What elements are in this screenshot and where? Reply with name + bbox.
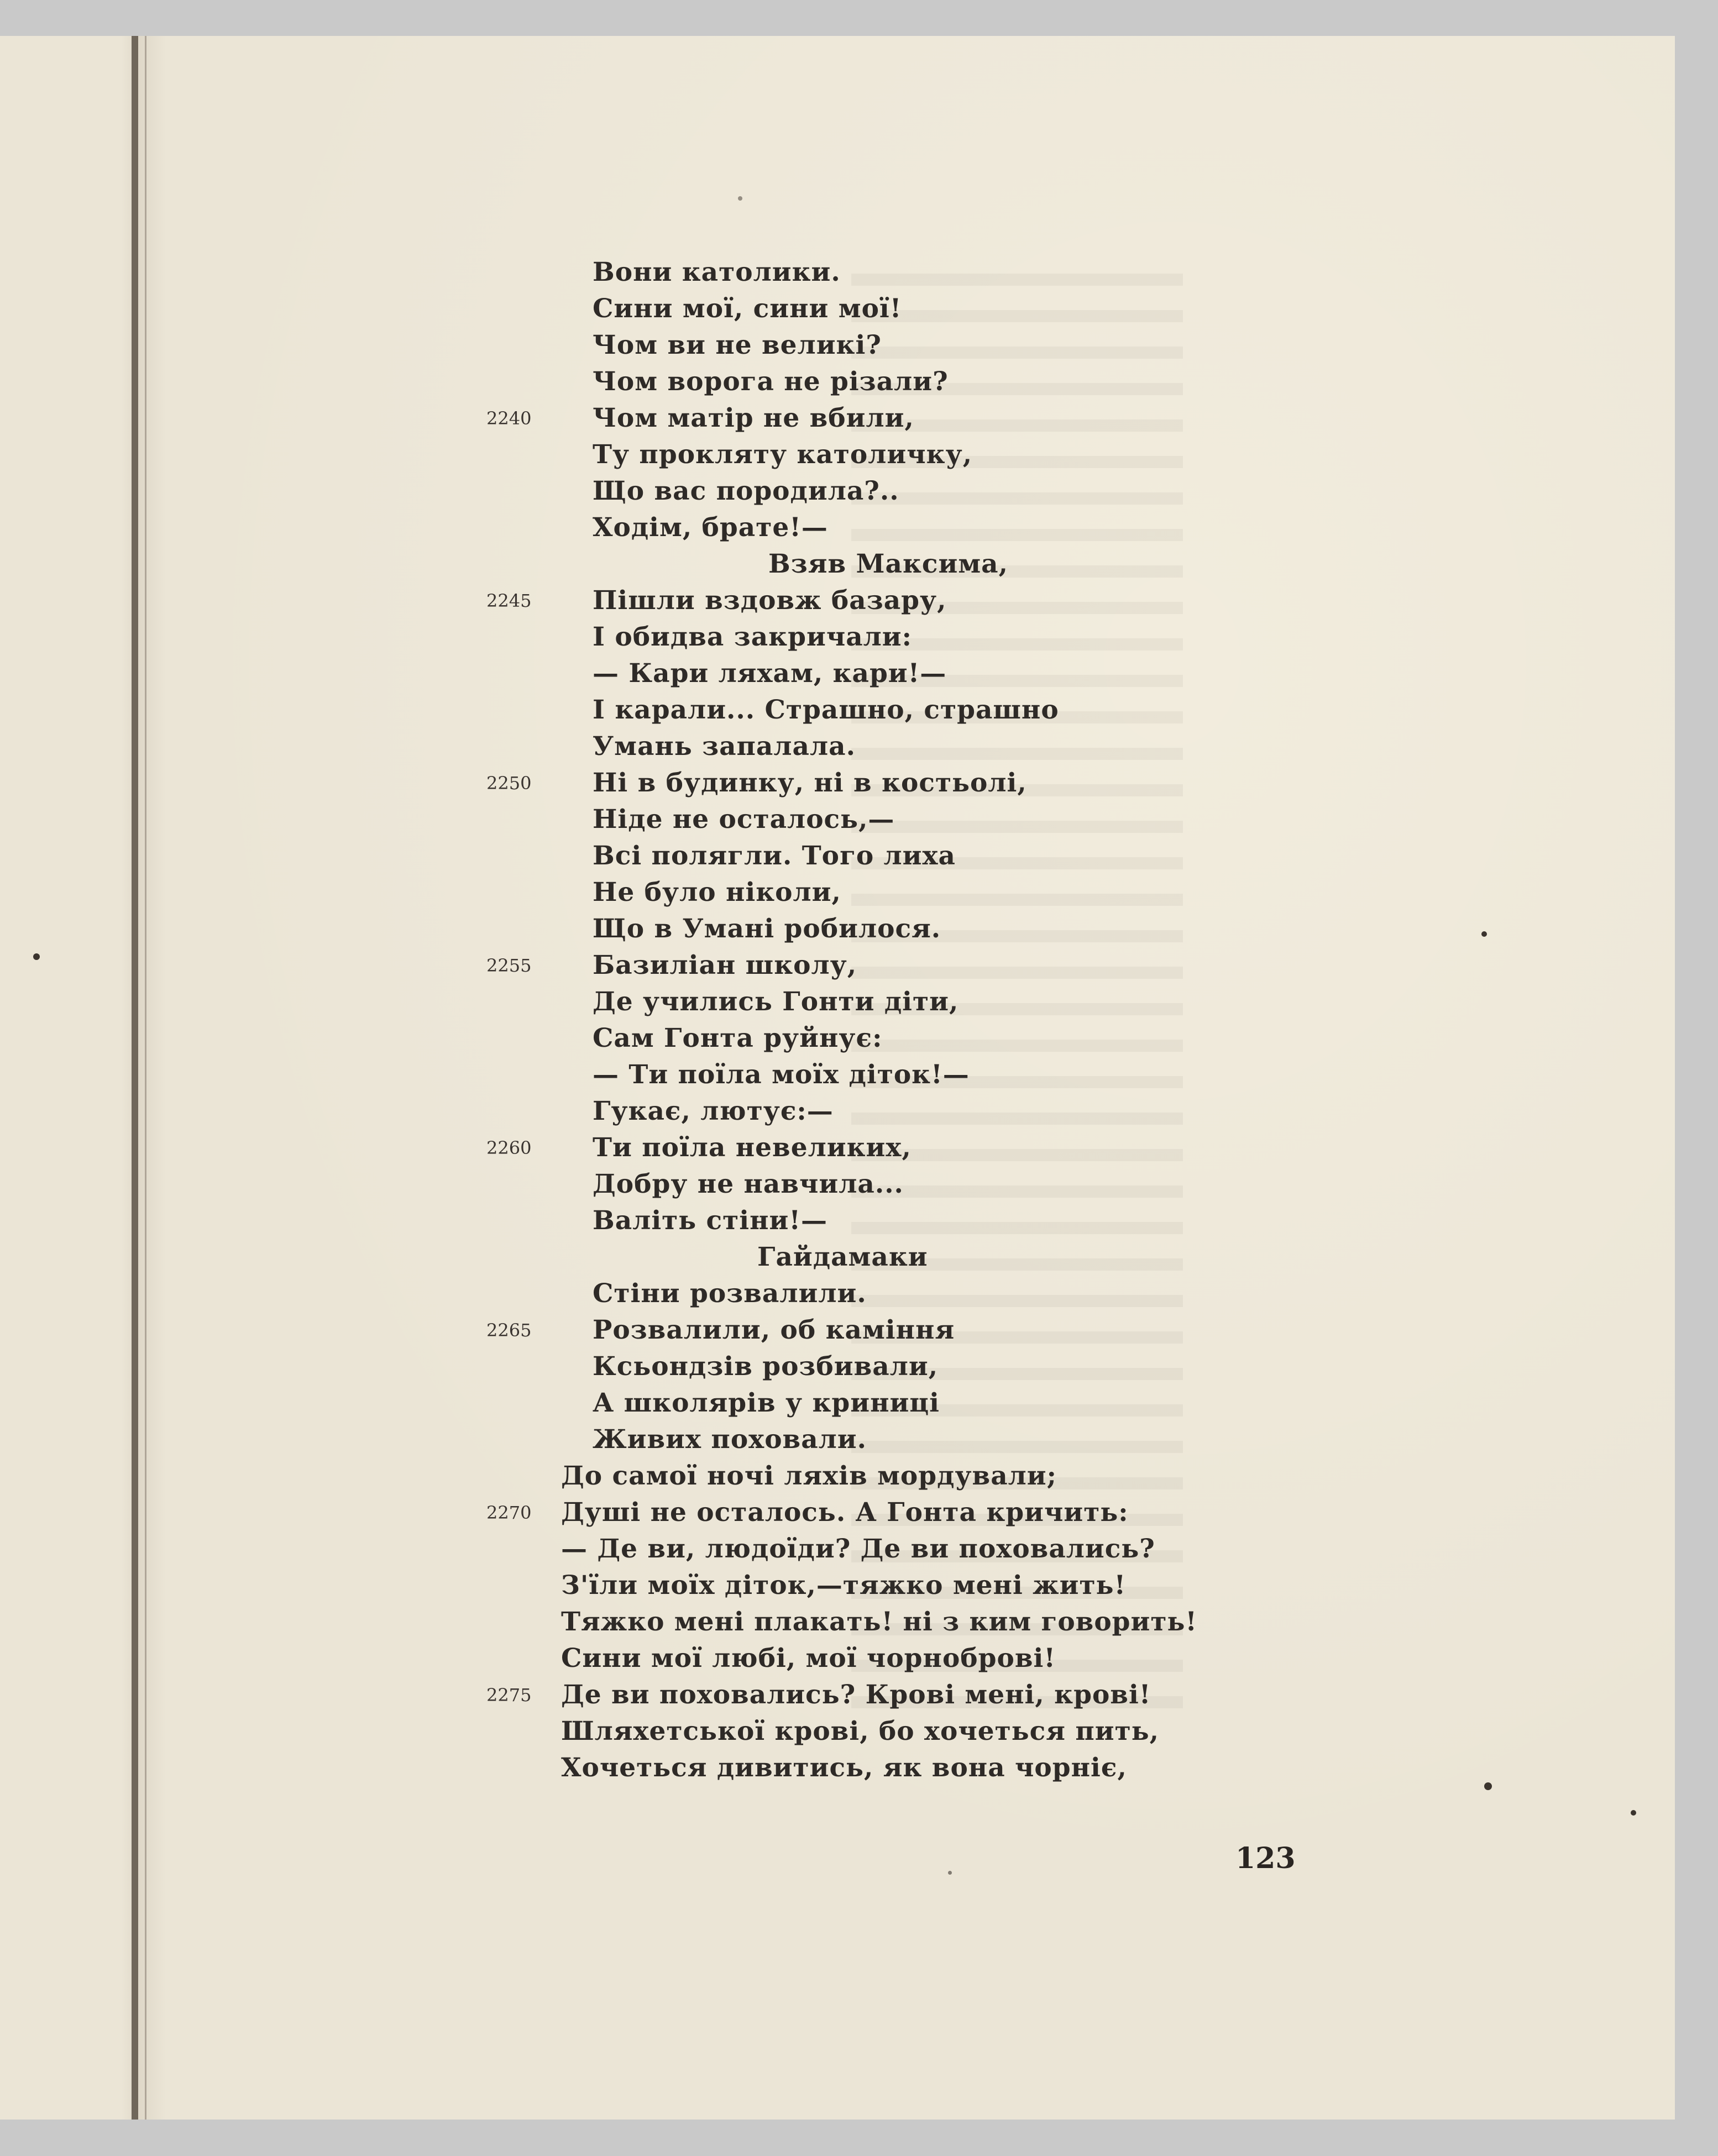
book-page bbox=[0, 36, 1675, 2120]
poem-line: Ксьондзів розбивали, bbox=[593, 1351, 939, 1382]
poem-line: Всі полягли. Того лиха bbox=[593, 841, 956, 871]
poem-line: Душі не осталось. А Гонта кричить: bbox=[561, 1497, 1129, 1528]
poem-line: — Кари ляхам, кари!— bbox=[593, 658, 947, 689]
poem-line: Тяжко мені плакать! ні з ким говорить! bbox=[561, 1607, 1198, 1637]
poem-line: Стіни розвалили. bbox=[593, 1278, 867, 1309]
poem-line: Пішли вздовж базару, bbox=[593, 585, 947, 616]
poem-line: Ні в будинку, ні в костьолі, bbox=[593, 768, 1027, 798]
poem-line: Базиліан школу, bbox=[593, 950, 857, 980]
poem-line: Що вас породила?.. bbox=[593, 476, 899, 506]
binding-edge bbox=[132, 36, 138, 2120]
poem-line: Не було ніколи, bbox=[593, 877, 841, 907]
line-number: 2270 bbox=[486, 1502, 532, 1523]
line-number: 2260 bbox=[486, 1137, 532, 1158]
poem-line: — Де ви, людоїди? Де ви поховались? bbox=[561, 1534, 1155, 1564]
page-gutter-shadow bbox=[122, 36, 166, 2120]
poem-line: Чом ворога не різали? bbox=[593, 366, 949, 397]
poem-line: З'їли моїх діток,—тяжко мені жить! bbox=[561, 1570, 1127, 1601]
poem-line: Ходім, брате!— bbox=[593, 512, 828, 543]
line-number: 2275 bbox=[486, 1685, 532, 1706]
poem-line: Валіть стіни!— bbox=[593, 1205, 828, 1236]
paper-speck bbox=[948, 1871, 952, 1875]
poem-line: Ти поїла невеликих, bbox=[593, 1132, 912, 1163]
poem-line: Де учились Гонти діти, bbox=[593, 987, 959, 1017]
line-number: 2255 bbox=[486, 955, 532, 976]
poem-line: Взяв Максима, bbox=[768, 549, 1009, 579]
poem-line: Сини мої любі, мої чорноброві! bbox=[561, 1643, 1056, 1674]
scan-border bbox=[1675, 36, 1718, 2120]
poem-line: Живих поховали. bbox=[593, 1424, 867, 1455]
line-number: 2265 bbox=[486, 1320, 532, 1341]
poem-line: Чом матір не вбили, bbox=[593, 403, 914, 433]
paper-speck bbox=[1631, 1810, 1636, 1816]
poem-line: Гукає, лютує:— bbox=[593, 1096, 834, 1126]
paper-speck bbox=[1484, 1782, 1492, 1790]
poem-line: І карали... Страшно, страшно bbox=[593, 695, 1059, 725]
poem-line: Ніде не осталось,— bbox=[593, 804, 895, 835]
poem-line: Чом ви не великі? bbox=[593, 330, 882, 360]
poem-line: Гайдамаки bbox=[757, 1242, 928, 1272]
poem-line: До самої ночі ляхів мордували; bbox=[561, 1461, 1057, 1491]
poem-line: Вони католики. bbox=[593, 257, 841, 287]
poem-line: Умань запалала. bbox=[593, 731, 856, 762]
poem-line: Добру не навчила... bbox=[593, 1169, 904, 1199]
poem-line: Що в Умані робилося. bbox=[593, 914, 941, 944]
poem-line: Хочеться дивитись, як вона чорніє, bbox=[561, 1753, 1127, 1783]
line-number: 2250 bbox=[486, 773, 532, 794]
poem-line: — Ти поїла моїх діток!— bbox=[593, 1059, 970, 1090]
paper-speck bbox=[738, 196, 742, 201]
poem-line: Ту прокляту католичку, bbox=[593, 439, 973, 470]
poem-line: Сам Гонта руйнує: bbox=[593, 1023, 883, 1053]
poem-line: І обидва закричали: bbox=[593, 622, 913, 652]
poem-line: Де ви поховались? Крові мені, крові! bbox=[561, 1680, 1151, 1710]
paper-speck bbox=[33, 953, 40, 960]
line-number: 2245 bbox=[486, 590, 532, 611]
page-number: 123 bbox=[1235, 1842, 1296, 1875]
poem-line: Розвалили, об каміння bbox=[593, 1315, 955, 1345]
paper-speck bbox=[1481, 931, 1487, 937]
line-number: 2240 bbox=[486, 408, 532, 429]
binding-edge-secondary bbox=[145, 36, 146, 2120]
poem-line: А школярів у криниці bbox=[593, 1388, 940, 1418]
poem-line: Сини мої, сини мої! bbox=[593, 293, 902, 324]
poem-line: Шляхетської крові, бо хочеться пить, bbox=[561, 1716, 1160, 1746]
